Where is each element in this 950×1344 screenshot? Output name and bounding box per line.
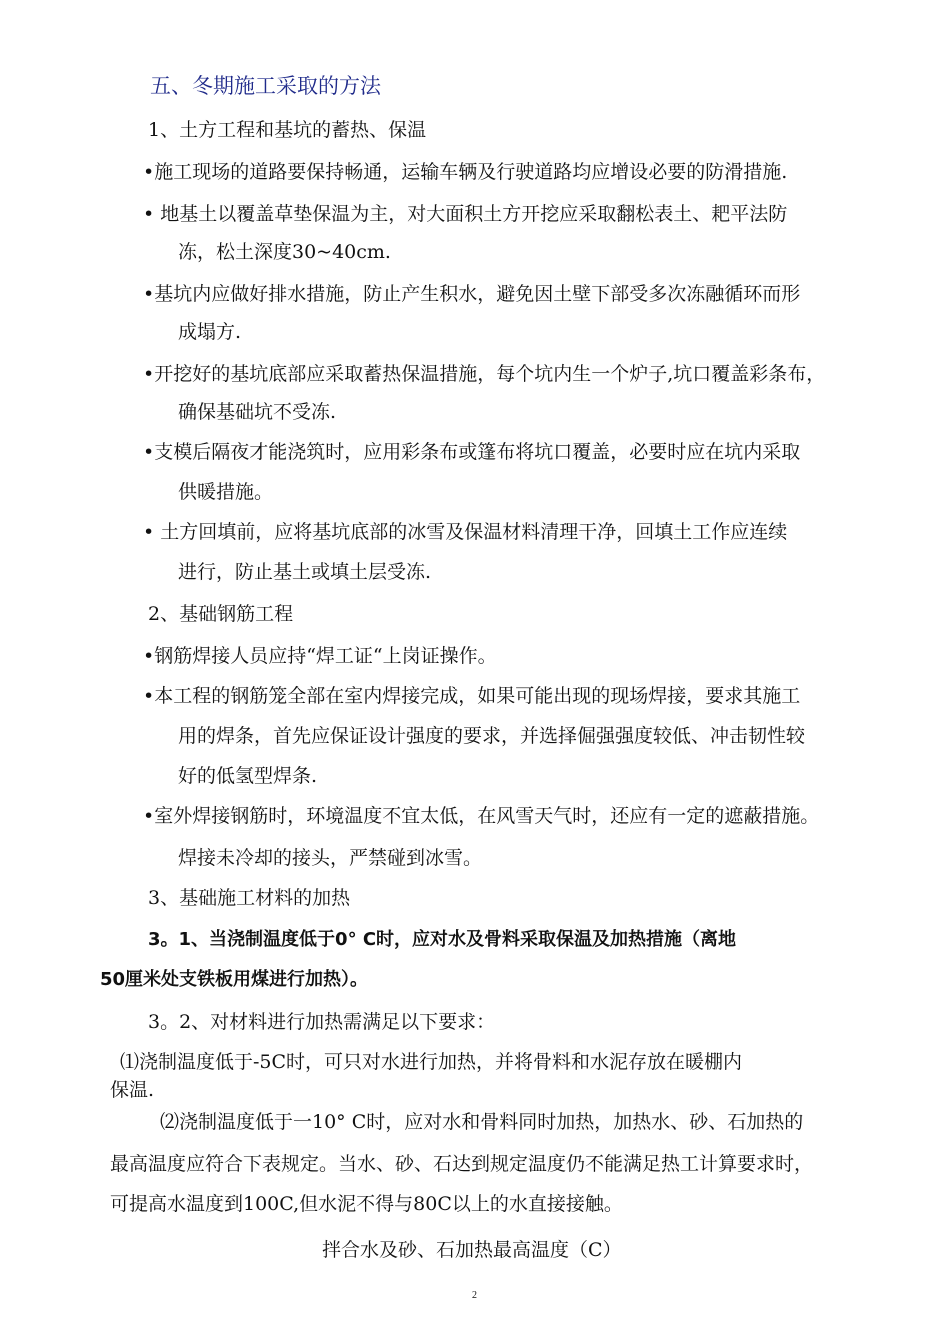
bullet-continuation: 焊接未冷却的接头，严禁碰到冰雪。 [178, 847, 483, 869]
clause-2-continuation: 最高温度应符合下表规定。当水、砂、石达到规定温度仍不能满足热工计算要求时， [110, 1153, 814, 1175]
bullet-line: •本工程的钢筋笼全部在室内焊接完成，如果可能出现的现场焊接，要求其施工 [143, 685, 801, 707]
bullet-line: •室外焊接钢筋时，环境温度不宜太低，在风雪天气时，还应有一定的遮蔽措施。 [143, 805, 820, 827]
bullet-continuation: 进行，防止基土或填土层受冻. [178, 561, 432, 583]
bullet-line: •基坑内应做好排水措施，防止产生积水，避免因土壁下部受多次冻融循环而形 [143, 283, 801, 305]
paragraph-3-1-continuation: 50厘米处支铁板用煤进行加热）。 [100, 969, 369, 990]
subsection-2-title: 2、基础钢筋工程 [148, 603, 294, 625]
bullet-continuation: 用的焊条，首先应保证设计强度的要求，并选择倔强强度较低、冲击韧性较 [178, 725, 806, 747]
bullet-continuation: 冻，松土深度30~40cm. [178, 241, 391, 263]
section-title: 五、冬期施工采取的方法 [150, 74, 381, 98]
bullet-line: •钢筋焊接人员应持“焊工证“上岗证操作。 [143, 645, 497, 667]
page-number: 2 [472, 1290, 477, 1301]
clause-2-continuation: 可提高水温度到100C,但水泥不得与80C以上的水直接接触。 [110, 1193, 623, 1215]
subsection-1-title: 1、土方工程和基坑的蓄热、保温 [148, 119, 427, 141]
table-caption: 拌合水及砂、石加热最高温度（C） [322, 1239, 622, 1261]
bullet-line: •开挖好的基坑底部应采取蓄热保温措施，每个坑内生一个炉子,坑口覆盖彩条布， [143, 363, 826, 385]
subsection-3-title: 3、基础施工材料的加热 [148, 887, 351, 909]
paragraph-3-1: 3。1、当浇制温度低于0° C时，应对水及骨料采取保温及加热措施（离地 [148, 929, 737, 950]
bullet-line: •施工现场的道路要保持畅通，运输车辆及行驶道路均应增设必要的防滑措施. [143, 161, 788, 183]
bullet-continuation: 供暖措施。 [178, 481, 274, 503]
bullet-line: • 地基土以覆盖草垫保温为主，对大面积土方开挖应采取翻松表土、耙平法防 [143, 203, 788, 225]
paragraph-3-2: 3。2、对材料进行加热需满足以下要求： [148, 1011, 496, 1033]
clause-1-continuation: 保温. [110, 1079, 155, 1101]
bullet-continuation: 好的低氢型焊条. [178, 765, 318, 787]
clause-1: ⑴浇制温度低于-5C时，可只对水进行加热，并将骨料和水泥存放在暖棚内 [120, 1051, 743, 1073]
bullet-continuation: 确保基础坑不受冻. [178, 401, 337, 423]
bullet-continuation: 成塌方. [178, 321, 242, 343]
clause-2: ⑵浇制温度低于一10° C时，应对水和骨料同时加热，加热水、砂、石加热的 [160, 1111, 804, 1133]
bullet-line: •支模后隔夜才能浇筑时，应用彩条布或篷布将坑口覆盖，必要时应在坑内采取 [143, 441, 801, 463]
bullet-line: • 土方回填前，应将基坑底部的冰雪及保温材料清理干净，回填土工作应连续 [143, 521, 788, 543]
